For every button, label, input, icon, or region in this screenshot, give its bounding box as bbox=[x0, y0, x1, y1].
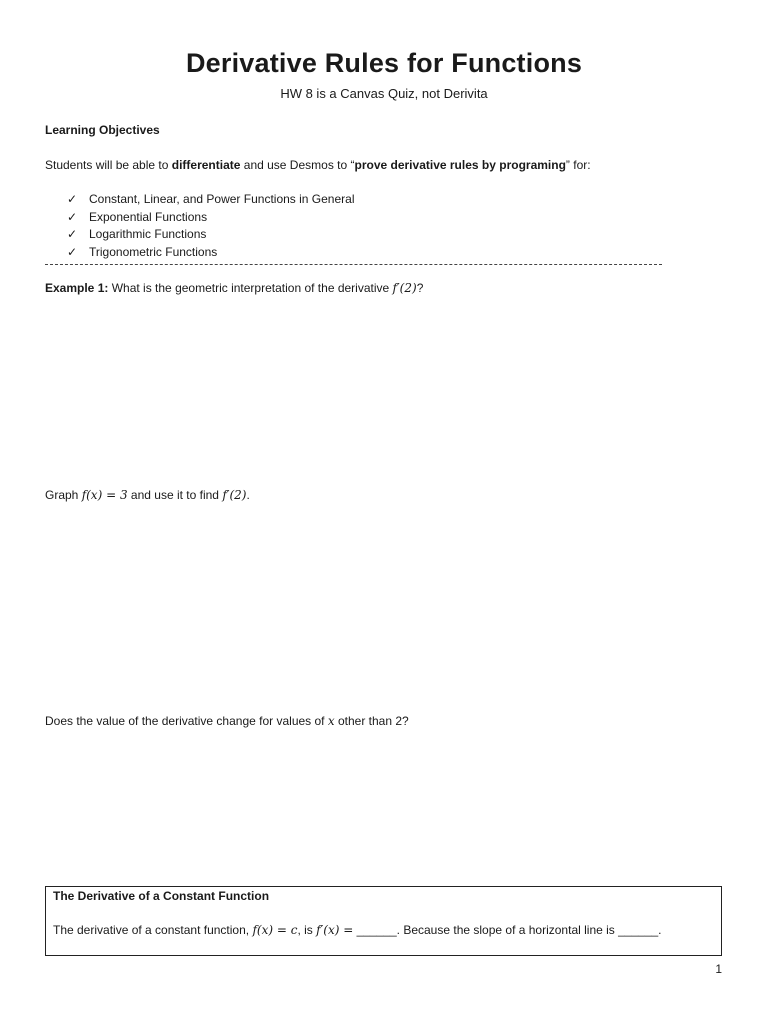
learning-objectives-heading: Learning Objectives bbox=[45, 123, 160, 137]
checkmark-icon: ✓ bbox=[67, 209, 78, 224]
checkmark-icon: ✓ bbox=[67, 227, 78, 242]
constant-text-3: ______. Because the slope of a horizontal line is ______. bbox=[353, 923, 662, 937]
checkmark-icon: ✓ bbox=[67, 192, 78, 206]
constant-text-1: The derivative of a constant function, bbox=[53, 923, 253, 937]
objective-item bbox=[67, 191, 355, 209]
constant-function-statement bbox=[53, 923, 662, 937]
derivative-change-text-2: other than 2? bbox=[334, 714, 409, 728]
graph-prompt-math-2: f′(2) bbox=[222, 488, 247, 502]
objective-item bbox=[67, 244, 355, 262]
dashed-divider bbox=[45, 264, 662, 265]
constant-function-heading: The Derivative of a Constant Function bbox=[53, 889, 270, 903]
derivative-change-math: x bbox=[327, 714, 335, 728]
example-1-question bbox=[45, 281, 423, 295]
intro-bold-differentiate: differentiate bbox=[171, 158, 241, 172]
objectives-intro bbox=[45, 158, 591, 172]
page-number: 1 bbox=[715, 962, 722, 976]
intro-text-2: and use Desmos to “ bbox=[240, 158, 355, 172]
example-1-text: What is the geometric interpretation of the derivative bbox=[108, 281, 393, 295]
objective-text: Trigonometric Functions bbox=[89, 244, 218, 259]
example-1-label: Example 1: bbox=[45, 281, 109, 295]
derivative-change-question bbox=[45, 714, 409, 728]
constant-math-2: f′(x) = bbox=[316, 923, 354, 937]
objective-text: Constant, Linear, and Power Functions in General bbox=[89, 192, 355, 206]
graph-prompt-end: . bbox=[246, 488, 250, 502]
objectives-list bbox=[67, 191, 355, 261]
derivative-change-text-1: Does the value of the derivative change for values of bbox=[45, 714, 328, 728]
objective-item bbox=[67, 226, 355, 244]
graph-prompt-text-2: and use it to find bbox=[127, 488, 223, 502]
objective-text: Exponential Functions bbox=[89, 209, 208, 224]
intro-bold-prove: prove derivative rules by programing bbox=[354, 158, 566, 172]
constant-math-1: f(x) = c bbox=[252, 923, 298, 937]
constant-function-rule-box bbox=[45, 886, 722, 956]
checkmark-icon: ✓ bbox=[67, 244, 78, 259]
objective-text: Logarithmic Functions bbox=[89, 227, 207, 242]
graph-prompt bbox=[45, 488, 250, 502]
example-1-math: f′(2) bbox=[392, 281, 417, 295]
intro-text-3: ” for: bbox=[565, 158, 591, 172]
document-title: Derivative Rules for Functions bbox=[185, 48, 583, 78]
document-subtitle: HW 8 is a Canvas Quiz, not Derivita bbox=[280, 86, 488, 101]
graph-prompt-math-1: f(x) = 3 bbox=[81, 488, 128, 502]
graph-prompt-text-1: Graph bbox=[45, 488, 82, 502]
constant-text-2: , is bbox=[297, 923, 317, 937]
objective-item bbox=[67, 209, 355, 227]
example-1-end: ? bbox=[416, 281, 424, 295]
intro-text-1: Students will be able to bbox=[45, 158, 172, 172]
